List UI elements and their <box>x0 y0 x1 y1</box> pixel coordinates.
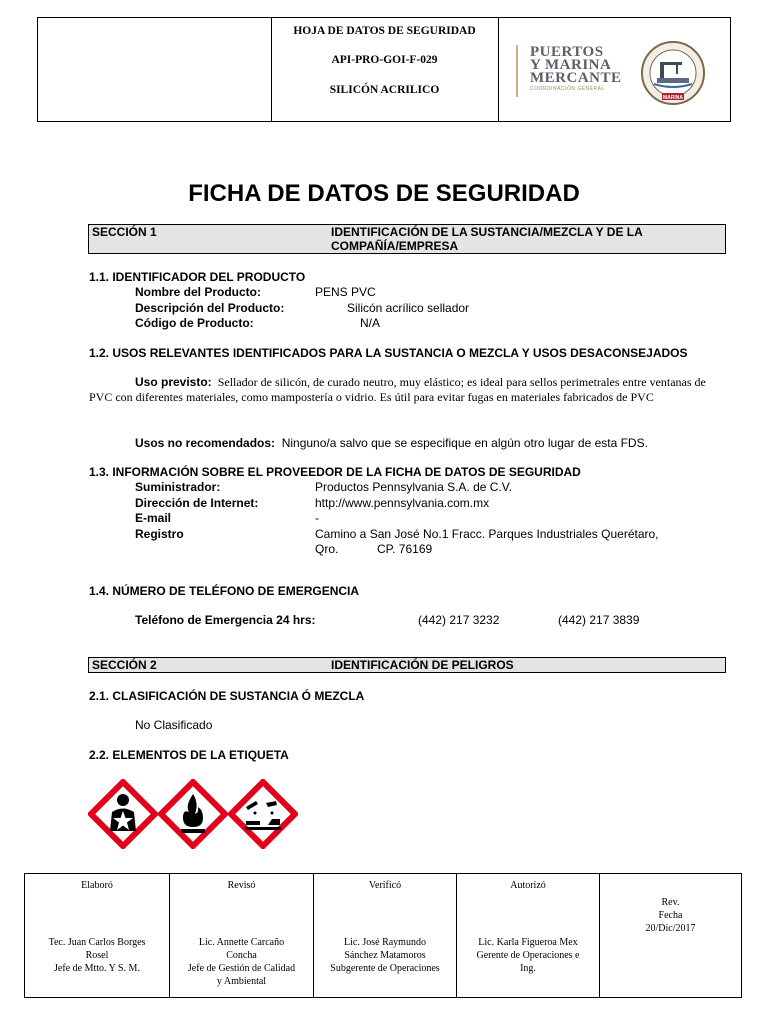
registry-label: Registro <box>135 527 184 541</box>
footer-reviso-name-1: Lic. Annette Carcaño <box>198 937 285 948</box>
header-blank-cell <box>38 18 272 121</box>
seal-label: MARINA <box>663 95 683 101</box>
header-doc-type: HOJA DE DATOS DE SEGURIDAD <box>293 25 476 37</box>
logo-text-2: Y MARINA <box>530 57 612 73</box>
footer-body-verifico <box>318 936 452 975</box>
classification-value: No Clasificado <box>135 718 213 732</box>
product-name-label: Nombre del Producto: <box>135 285 262 299</box>
section-1-header <box>88 224 726 254</box>
logo-divider <box>516 45 518 97</box>
section-2-title: IDENTIFICACIÓN DE PELIGROS <box>331 658 514 672</box>
not-recommended-text: Ninguno/a salvo que se especifique en algún otro lugar de esta FDS. <box>281 436 648 450</box>
footer-head-reviso: Revisó <box>227 880 256 891</box>
registry-value-line1: Camino a San José No.1 Fracc. Parques Industriales Querétaro, <box>315 527 659 541</box>
emergency-phone-label: Teléfono de Emergencia 24 hrs: <box>135 613 316 627</box>
corrosion-icon <box>228 779 298 849</box>
footer-verifico-name-1: Lic. José Raymundo <box>344 937 426 948</box>
not-recommended-label: Usos no recomendados: <box>135 436 276 450</box>
product-description-value: Silicón acrílico sellador <box>347 301 470 315</box>
header-doc-code: API-PRO-GOI-F-029 <box>331 54 438 66</box>
logo-subtitle: COORDINACIÓN GENERAL <box>530 86 605 92</box>
registry-value-city: Qro. <box>315 542 339 556</box>
footer-date-value: 20/Dic/2017 <box>645 923 696 934</box>
footer-col-verifico <box>314 874 457 997</box>
footer-revision-block <box>600 896 741 935</box>
footer-date-label: Fecha <box>658 910 683 921</box>
email-label: E-mail <box>135 511 172 525</box>
footer-head-autorizo: Autorizó <box>510 880 546 891</box>
footer-body-reviso <box>174 936 309 988</box>
footer-reviso-name-2: Concha <box>226 950 257 961</box>
product-description-label: Descripción del Producto: <box>135 301 285 315</box>
website-label: Dirección de Internet: <box>135 496 259 510</box>
intended-use-text: Sellador de silicón, de curado neutro, muy elástico; es ideal para sellos perimetrales entre ventanas de PVC con diferentes materiales, como mampostería o vidrio. Es útil para evitar fugas en materiales fabricados de PVC <box>89 375 706 404</box>
section-1-title: IDENTIFICACIÓN DE LA SUSTANCIA/MEZCLA Y DE LA COMPAÑÍA/EMPRESA <box>331 225 643 253</box>
section-1-label: SECCIÓN 1 <box>92 225 157 239</box>
emergency-phone-1[interactable]: (442) 217 3232 <box>418 613 500 627</box>
logo-text-3: MERCANTE <box>530 70 622 86</box>
heading-2-2: 2.2. ELEMENTOS DE LA ETIQUETA <box>89 748 289 762</box>
health-hazard-icon <box>88 779 158 849</box>
footer-reviso-role-2: y Ambiental <box>216 976 267 987</box>
approval-footer <box>24 873 742 998</box>
document-header <box>37 17 731 122</box>
footer-col-reviso <box>170 874 314 997</box>
footer-elaboro-name-2: Rosel <box>85 950 109 961</box>
heading-1-3: 1.3. INFORMACIÓN SOBRE EL PROVEEDOR DE LA FICHA DE DATOS DE SEGURIDAD <box>89 465 581 479</box>
logo-text-1: PUERTOS <box>530 44 604 60</box>
section-2-header <box>88 657 726 673</box>
marina-seal-icon <box>640 40 706 106</box>
footer-autorizo-role-1: Gerente de Operaciones e <box>476 950 580 961</box>
footer-head-verifico: Verificó <box>368 880 402 891</box>
footer-verifico-name-2: Sánchez Matamoros <box>344 950 426 961</box>
email-value: - <box>315 511 319 525</box>
footer-elaboro-name-1: Tec. Juan Carlos Borges <box>48 937 146 948</box>
footer-elaboro-role: Jefe de Mtto. Y S. M. <box>54 963 140 974</box>
intended-use-paragraph <box>89 375 717 405</box>
header-product: SILICÓN ACRILICO <box>329 84 440 96</box>
product-code-label: Código de Producto: <box>135 316 254 330</box>
footer-col-autorizo <box>457 874 600 997</box>
heading-1-4: 1.4. NÚMERO DE TELÉFONO DE EMERGENCIA <box>89 584 360 598</box>
product-code-value: N/A <box>360 316 381 330</box>
heading-1-1: 1.1. IDENTIFICADOR DEL PRODUCTO <box>89 270 306 284</box>
footer-verifico-role: Subgerente de Operaciones <box>330 963 440 974</box>
supplier-value: Productos Pennsylvania S.A. de C.V. <box>315 480 513 494</box>
header-title-cell <box>271 18 499 121</box>
footer-col-elaboro <box>25 874 170 997</box>
page-title: FICHA DE DATOS DE SEGURIDAD <box>188 180 580 207</box>
supplier-label: Suministrador: <box>135 480 221 494</box>
footer-body-elaboro <box>29 936 165 975</box>
emergency-phone-2[interactable]: (442) 217 3839 <box>558 613 640 627</box>
product-name-value: PENS PVC <box>315 285 376 299</box>
footer-rev-label: Rev. <box>661 897 680 908</box>
footer-body-autorizo <box>461 936 595 975</box>
heading-1-2: 1.2. USOS RELEVANTES IDENTIFICADOS PARA LA SUSTANCIA O MEZCLA Y USOS DESACONSEJADOS <box>89 346 688 360</box>
flame-icon <box>158 779 228 849</box>
website-link[interactable]: http://www.pennsylvania.com.mx <box>315 496 490 510</box>
footer-autorizo-name: Lic. Karla Figueroa Mex <box>478 937 578 948</box>
footer-reviso-role-1: Jefe de Gestión de Calidad <box>187 963 296 974</box>
section-2-label: SECCIÓN 2 <box>92 658 157 672</box>
footer-autorizo-role-2: Ing. <box>520 963 536 974</box>
footer-col-revision <box>600 874 741 997</box>
registry-value-zip: CP. 76169 <box>377 542 433 556</box>
heading-2-1: 2.1. CLASIFICACIÓN DE SUSTANCIA Ó MEZCLA <box>89 689 365 703</box>
not-recommended-row <box>135 436 648 450</box>
footer-head-elaboro: Elaboró <box>81 880 113 891</box>
intended-use-label: Uso previsto: <box>135 375 212 389</box>
